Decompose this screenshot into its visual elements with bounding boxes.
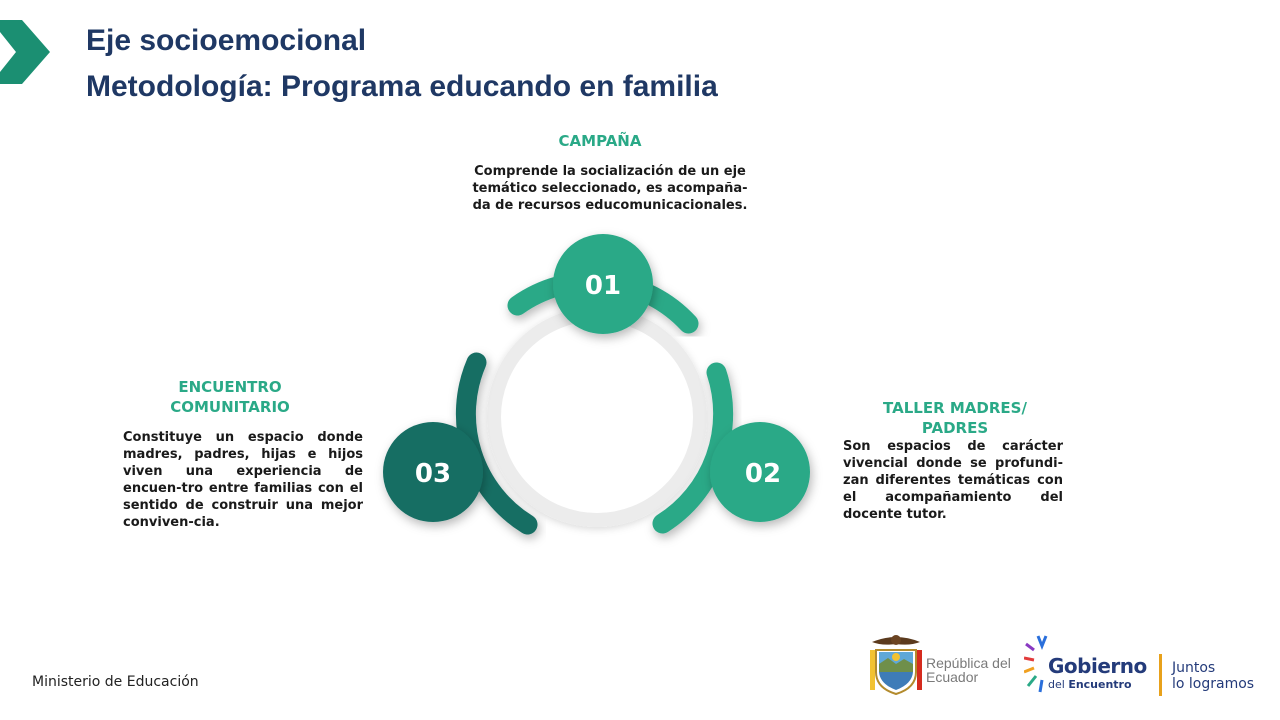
slogan-line1: Juntos bbox=[1172, 660, 1216, 676]
stage-01-number: 01 bbox=[584, 271, 622, 301]
encuentro-word: Encuentro bbox=[1068, 678, 1132, 691]
center-ring bbox=[494, 314, 700, 520]
encuentro-prefix: del bbox=[1048, 678, 1069, 691]
slogan-line2: lo logramos bbox=[1172, 676, 1255, 692]
gobierno-wordmark: Gobierno bbox=[1048, 654, 1147, 678]
stage-03-description: Constituye un espacio donde madres, padres, hijas e hijos viven una experiencia de encuen-tro entre familias con el sentido de construir una mejor conviven-cia. bbox=[123, 430, 363, 530]
stage-01-title: CAMPAÑA bbox=[558, 132, 642, 150]
republica-label: República del Ecuador bbox=[926, 655, 1011, 685]
stage-02-description: Son espacios de carácter vivencial donde se profundi-zan diferentes temáticas con el acompañamiento del docente tutor. bbox=[843, 439, 1063, 522]
stage-03-number: 03 bbox=[414, 459, 452, 489]
slogan bbox=[1172, 660, 1254, 692]
stage-02-number: 02 bbox=[744, 459, 782, 489]
logo-divider bbox=[1159, 654, 1162, 696]
encuentro-wordmark bbox=[1048, 678, 1132, 691]
gobierno-rays-icon bbox=[1024, 634, 1050, 694]
coat-of-arms-icon bbox=[866, 632, 926, 698]
stage-01-description: Comprende la socialización de un eje temático seleccionado, es acompaña-da de recursos educomunicacionales. bbox=[472, 164, 748, 213]
ministry-label: Ministerio de Educación bbox=[32, 674, 199, 690]
subtitle-rest: : Programa educando en familia bbox=[262, 70, 718, 103]
subtitle-bold: Metodología bbox=[86, 70, 263, 103]
stage-02-title: TALLER MADRES/ PADRES bbox=[883, 399, 1027, 437]
page-title: Eje socioemocional bbox=[86, 24, 367, 57]
stage-03-title: ENCUENTRO COMUNITARIO bbox=[170, 378, 290, 416]
